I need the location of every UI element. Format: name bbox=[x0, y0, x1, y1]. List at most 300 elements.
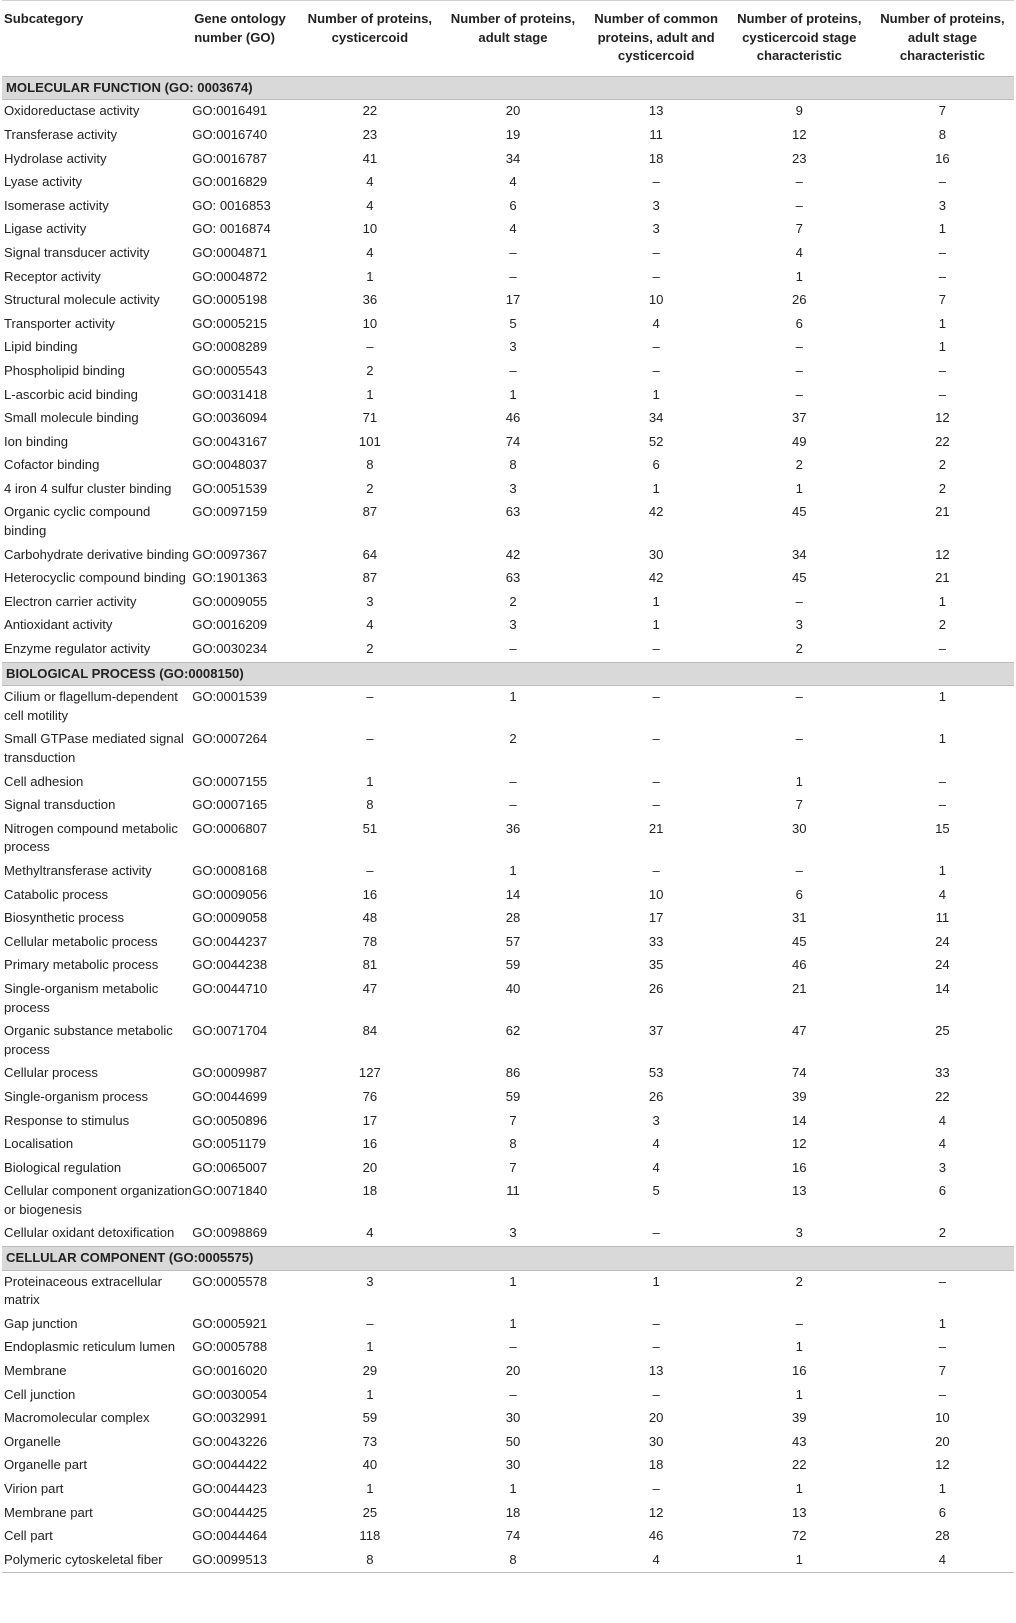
cysticercoid-count: 78 bbox=[362, 933, 378, 949]
subcategory-cell: Biosynthetic process bbox=[4, 910, 125, 926]
adult-characteristic-count: 1 bbox=[938, 1481, 947, 1496]
common-count: – bbox=[652, 268, 660, 284]
go-number-cell: GO:0009987 bbox=[192, 1065, 268, 1081]
common-count: 20 bbox=[648, 1410, 664, 1426]
go-number-cell: GO:0030234 bbox=[192, 641, 268, 657]
section-header bbox=[2, 76, 1014, 100]
adult-count: 1 bbox=[509, 1273, 517, 1289]
common-count: 13 bbox=[648, 103, 664, 119]
table-row bbox=[2, 501, 1014, 543]
common-count: – bbox=[652, 1386, 660, 1402]
cysticercoid-count: 81 bbox=[362, 957, 378, 973]
cysticercoid-characteristic-count: 31 bbox=[791, 910, 807, 926]
header-adult-characteristic: Number of proteins, adult stage characteristic bbox=[871, 1, 1014, 77]
table-row bbox=[2, 686, 1014, 729]
table-row bbox=[2, 171, 1014, 195]
cysticercoid-characteristic-count: 6 bbox=[795, 886, 803, 902]
table-row bbox=[2, 478, 1014, 502]
cysticercoid-characteristic-count: 14 bbox=[791, 1112, 807, 1128]
subcategory-cell: Ion binding bbox=[4, 433, 69, 449]
subcategory-cell: Ligase activity bbox=[4, 221, 87, 237]
subcategory-cell: Methyltransferase activity bbox=[4, 862, 152, 878]
table-row bbox=[2, 1270, 1014, 1313]
subcategory-cell: Cell junction bbox=[4, 1386, 76, 1402]
common-count: 17 bbox=[648, 910, 664, 926]
subcategory-cell: Cilium or flagellum-dependent cell motility bbox=[4, 689, 178, 723]
adult-count: 3 bbox=[509, 1225, 517, 1241]
adult-count: 14 bbox=[505, 886, 521, 902]
subcategory-cell: Cellular process bbox=[4, 1065, 98, 1081]
cysticercoid-characteristic-count: 13 bbox=[791, 1504, 807, 1520]
go-number-cell: GO:0007155 bbox=[192, 773, 268, 789]
adult-count: 74 bbox=[505, 1528, 521, 1544]
cysticercoid-characteristic-count: 30 bbox=[791, 820, 807, 836]
cysticercoid-count: 41 bbox=[362, 150, 378, 166]
cysticercoid-count: 1 bbox=[366, 1339, 374, 1355]
subcategory-cell: Lipid binding bbox=[4, 339, 78, 355]
go-number-cell: GO:0044422 bbox=[192, 1457, 268, 1473]
cysticercoid-characteristic-count: 45 bbox=[791, 504, 807, 520]
common-count: 18 bbox=[648, 1457, 664, 1473]
common-count: – bbox=[652, 773, 660, 789]
header-go-number: Gene ontology number (GO) bbox=[192, 1, 298, 77]
header-adult: Number of proteins, adult stage bbox=[441, 1, 584, 77]
adult-characteristic-count: – bbox=[938, 362, 947, 378]
adult-count: 3 bbox=[509, 617, 517, 633]
cysticercoid-characteristic-count: 1 bbox=[795, 268, 803, 284]
go-number-cell: GO:0097367 bbox=[192, 546, 268, 562]
subcategory-cell: Response to stimulus bbox=[4, 1112, 130, 1128]
adult-characteristic-count: 21 bbox=[935, 570, 950, 586]
table-row bbox=[2, 860, 1014, 884]
cysticercoid-count: 8 bbox=[366, 797, 374, 813]
cysticercoid-characteristic-count: – bbox=[795, 593, 803, 609]
subcategory-cell: Carbohydrate derivative binding bbox=[4, 546, 189, 562]
cysticercoid-count: 127 bbox=[358, 1065, 381, 1081]
go-number-cell: GO:0005543 bbox=[192, 362, 268, 378]
adult-count: 50 bbox=[505, 1433, 521, 1449]
adult-characteristic-count: – bbox=[938, 641, 947, 657]
adult-characteristic-count: – bbox=[938, 773, 947, 789]
adult-characteristic-count: 3 bbox=[938, 1159, 947, 1175]
common-count: – bbox=[652, 689, 660, 705]
cysticercoid-characteristic-count: 2 bbox=[795, 641, 803, 657]
adult-count: 20 bbox=[505, 1363, 521, 1379]
cysticercoid-characteristic-count: 12 bbox=[791, 1136, 807, 1152]
cysticercoid-characteristic-count: 72 bbox=[791, 1528, 807, 1544]
header-subcategory: Subcategory bbox=[2, 1, 192, 77]
table-row bbox=[2, 907, 1014, 931]
common-count: – bbox=[652, 797, 660, 813]
adult-characteristic-count: 2 bbox=[938, 480, 947, 496]
subcategory-cell: Signal transducer activity bbox=[4, 244, 150, 260]
go-number-cell: GO:0001539 bbox=[192, 689, 268, 705]
adult-characteristic-count: 7 bbox=[938, 292, 947, 308]
go-number-cell: GO:0016491 bbox=[192, 103, 268, 119]
common-count: – bbox=[652, 641, 660, 657]
table-row bbox=[2, 544, 1014, 568]
cysticercoid-count: 1 bbox=[366, 773, 374, 789]
adult-count: – bbox=[509, 641, 517, 657]
go-number-cell: GO:0009058 bbox=[192, 910, 268, 926]
subcategory-cell: Receptor activity bbox=[4, 268, 101, 284]
adult-count: – bbox=[509, 1386, 517, 1402]
cysticercoid-characteristic-count: 1 bbox=[795, 1481, 803, 1496]
section-title: MOLECULAR FUNCTION (GO: 0003674) bbox=[2, 76, 1014, 100]
subcategory-cell: Heterocyclic compound binding bbox=[4, 570, 186, 586]
adult-characteristic-count: 7 bbox=[938, 1363, 947, 1379]
common-count: 1 bbox=[652, 386, 660, 402]
cysticercoid-count: 2 bbox=[366, 480, 374, 496]
common-count: – bbox=[652, 1225, 660, 1241]
common-count: 3 bbox=[652, 221, 660, 237]
subcategory-cell: Virion part bbox=[4, 1481, 64, 1496]
adult-characteristic-count: – bbox=[938, 244, 947, 260]
cysticercoid-characteristic-count: 2 bbox=[795, 1273, 803, 1289]
cysticercoid-count: 2 bbox=[366, 362, 374, 378]
common-count: 10 bbox=[648, 886, 664, 902]
table-row bbox=[2, 1222, 1014, 1246]
subcategory-cell: Cellular component organization or biogenesis bbox=[4, 1183, 192, 1217]
adult-characteristic-count: 1 bbox=[938, 221, 947, 237]
cysticercoid-count: 48 bbox=[362, 910, 378, 926]
subcategory-cell: Cellular oxidant detoxification bbox=[4, 1225, 175, 1241]
adult-characteristic-count: 33 bbox=[935, 1065, 950, 1081]
go-number-cell: GO:1901363 bbox=[192, 570, 268, 586]
subcategory-cell: Organic cyclic compound binding bbox=[4, 504, 151, 539]
cysticercoid-characteristic-count: 7 bbox=[795, 221, 803, 237]
subcategory-cell: Structural molecule activity bbox=[4, 292, 160, 308]
go-number-cell: GO:0071840 bbox=[192, 1183, 268, 1199]
cysticercoid-count: 8 bbox=[366, 457, 374, 473]
go-number-cell: GO: 0016874 bbox=[192, 221, 271, 237]
cysticercoid-characteristic-count: 1 bbox=[795, 773, 803, 789]
cysticercoid-characteristic-count: 74 bbox=[791, 1065, 807, 1081]
common-count: 34 bbox=[648, 410, 664, 426]
subcategory-cell: Isomerase activity bbox=[4, 197, 109, 213]
table-row bbox=[2, 567, 1014, 591]
adult-count: 8 bbox=[509, 457, 517, 473]
common-count: 35 bbox=[648, 957, 664, 973]
cysticercoid-characteristic-count: 16 bbox=[791, 1363, 807, 1379]
go-number-cell: GO:0005578 bbox=[192, 1273, 268, 1289]
adult-characteristic-count: 4 bbox=[938, 1112, 947, 1128]
go-number-cell: GO:0008289 bbox=[192, 339, 268, 355]
subcategory-cell: Enzyme regulator activity bbox=[4, 641, 151, 657]
common-count: – bbox=[652, 174, 660, 190]
go-number-cell: GO:0006807 bbox=[192, 820, 268, 836]
adult-count: – bbox=[509, 362, 517, 378]
cysticercoid-characteristic-count: – bbox=[795, 197, 803, 213]
cysticercoid-characteristic-count: 26 bbox=[791, 292, 807, 308]
cysticercoid-count: 16 bbox=[362, 886, 378, 902]
go-number-cell: GO:0032991 bbox=[192, 1410, 268, 1426]
adult-count: 62 bbox=[505, 1023, 521, 1039]
table-row bbox=[2, 1478, 1014, 1502]
go-number-cell: GO:0097159 bbox=[192, 504, 268, 520]
adult-characteristic-count: – bbox=[938, 386, 947, 402]
adult-count: 30 bbox=[505, 1410, 521, 1426]
cysticercoid-count: – bbox=[366, 731, 374, 747]
cysticercoid-count: 51 bbox=[362, 820, 378, 836]
table-row bbox=[2, 1180, 1014, 1222]
adult-count: 86 bbox=[505, 1065, 521, 1081]
adult-characteristic-count: 1 bbox=[938, 862, 947, 878]
common-count: 46 bbox=[648, 1528, 664, 1544]
table-row bbox=[2, 931, 1014, 955]
go-number-cell: GO:0044425 bbox=[192, 1504, 268, 1520]
adult-characteristic-count: 1 bbox=[938, 593, 947, 609]
adult-count: 36 bbox=[505, 820, 521, 836]
common-count: 42 bbox=[648, 570, 664, 586]
common-count: 1 bbox=[652, 593, 660, 609]
adult-characteristic-count: – bbox=[938, 268, 947, 284]
go-number-cell: GO:0036094 bbox=[192, 410, 268, 426]
table-row bbox=[2, 1020, 1014, 1062]
table-row bbox=[2, 638, 1014, 662]
cysticercoid-characteristic-count: 1 bbox=[795, 480, 803, 496]
cysticercoid-count: 2 bbox=[366, 641, 374, 657]
table-row bbox=[2, 1360, 1014, 1384]
adult-characteristic-count: 4 bbox=[938, 886, 947, 902]
adult-characteristic-count: 7 bbox=[938, 103, 947, 119]
header-common: Number of common proteins, adult and cysticercoid bbox=[585, 1, 728, 77]
cysticercoid-count: – bbox=[366, 862, 374, 878]
table-row bbox=[2, 771, 1014, 795]
table-row bbox=[2, 884, 1014, 908]
table-row bbox=[2, 1133, 1014, 1157]
common-count: – bbox=[652, 339, 660, 355]
table-row bbox=[2, 431, 1014, 455]
go-number-cell: GO:0004872 bbox=[192, 268, 268, 284]
table-row bbox=[2, 818, 1014, 860]
table-row bbox=[2, 1157, 1014, 1181]
common-count: 1 bbox=[652, 617, 660, 633]
adult-count: 28 bbox=[505, 910, 521, 926]
adult-characteristic-count: – bbox=[938, 1386, 947, 1402]
cysticercoid-characteristic-count: 6 bbox=[795, 315, 803, 331]
go-number-cell: GO:0009055 bbox=[192, 593, 268, 609]
cysticercoid-characteristic-count: 45 bbox=[791, 570, 807, 586]
go-number-cell: GO:0044237 bbox=[192, 933, 268, 949]
subcategory-cell: Membrane bbox=[4, 1363, 67, 1379]
common-count: – bbox=[652, 731, 660, 747]
table-row bbox=[2, 1313, 1014, 1337]
subcategory-cell: Nitrogen compound metabolic process bbox=[4, 820, 178, 855]
go-number-cell: GO:0016829 bbox=[192, 174, 268, 190]
adult-count: 1 bbox=[509, 386, 517, 402]
subcategory-cell: Membrane part bbox=[4, 1504, 93, 1520]
adult-count: 40 bbox=[505, 980, 521, 996]
cysticercoid-count: 1 bbox=[366, 386, 374, 402]
adult-count: 63 bbox=[505, 570, 521, 586]
adult-count: – bbox=[509, 797, 517, 813]
adult-characteristic-count: 24 bbox=[935, 933, 950, 949]
common-count: 6 bbox=[652, 457, 660, 473]
common-count: 5 bbox=[652, 1183, 660, 1199]
table-row bbox=[2, 1336, 1014, 1360]
subcategory-cell: Single-organism metabolic process bbox=[4, 980, 159, 1015]
common-count: 1 bbox=[652, 480, 660, 496]
go-number-cell: GO:0007264 bbox=[192, 731, 268, 747]
cysticercoid-characteristic-count: – bbox=[795, 862, 803, 878]
cysticercoid-characteristic-count: – bbox=[795, 386, 803, 402]
cysticercoid-characteristic-count: 7 bbox=[795, 797, 803, 813]
cysticercoid-characteristic-count: – bbox=[795, 731, 803, 747]
go-number-cell: GO:0031418 bbox=[192, 386, 268, 402]
go-number-cell: GO: 0016853 bbox=[192, 197, 271, 213]
cysticercoid-count: 59 bbox=[362, 1410, 378, 1426]
go-number-cell: GO:0008168 bbox=[192, 862, 268, 878]
adult-count: 63 bbox=[505, 504, 521, 520]
cysticercoid-characteristic-count: 16 bbox=[791, 1159, 807, 1175]
go-number-cell: GO:0004871 bbox=[192, 244, 268, 260]
adult-characteristic-count: 1 bbox=[938, 315, 947, 331]
common-count: 18 bbox=[648, 150, 664, 166]
adult-count: 18 bbox=[505, 1504, 521, 1520]
adult-count: 19 bbox=[505, 126, 521, 142]
subcategory-cell: Cofactor binding bbox=[4, 457, 100, 473]
cysticercoid-count: 3 bbox=[366, 593, 374, 609]
go-number-cell: GO:0051539 bbox=[192, 480, 268, 496]
adult-count: 7 bbox=[509, 1159, 517, 1175]
table-row bbox=[2, 978, 1014, 1020]
common-count: – bbox=[652, 1315, 660, 1331]
table-row bbox=[2, 384, 1014, 408]
cysticercoid-count: 87 bbox=[362, 570, 378, 586]
section-title: CELLULAR COMPONENT (GO:0005575) bbox=[2, 1247, 1014, 1271]
table-row bbox=[2, 266, 1014, 290]
table-header bbox=[2, 1, 1014, 77]
common-count: 42 bbox=[648, 504, 664, 520]
cysticercoid-characteristic-count: 23 bbox=[791, 150, 807, 166]
adult-characteristic-count: 21 bbox=[935, 504, 950, 520]
common-count: 4 bbox=[652, 1159, 660, 1175]
table-row bbox=[2, 454, 1014, 478]
cysticercoid-count: 22 bbox=[362, 103, 378, 119]
subcategory-cell: Cell part bbox=[4, 1528, 53, 1544]
table-row bbox=[2, 1454, 1014, 1478]
cysticercoid-count: 73 bbox=[362, 1433, 378, 1449]
subcategory-cell: Biological regulation bbox=[4, 1159, 122, 1175]
adult-characteristic-count: 1 bbox=[938, 689, 947, 705]
common-count: 10 bbox=[648, 292, 664, 308]
common-count: 3 bbox=[652, 197, 660, 213]
cysticercoid-count: – bbox=[366, 339, 374, 355]
adult-count: 4 bbox=[509, 174, 517, 190]
subcategory-cell: Localisation bbox=[4, 1136, 74, 1152]
adult-characteristic-count: 28 bbox=[935, 1528, 950, 1544]
cysticercoid-characteristic-count: 22 bbox=[791, 1457, 807, 1473]
common-count: 30 bbox=[648, 1433, 664, 1449]
table-row bbox=[2, 1086, 1014, 1110]
cysticercoid-characteristic-count: 37 bbox=[791, 410, 807, 426]
subcategory-cell: Phospholipid binding bbox=[4, 362, 125, 378]
cysticercoid-count: 1 bbox=[366, 1481, 374, 1496]
subcategory-cell: Catabolic process bbox=[4, 886, 109, 902]
go-number-cell: GO:0016020 bbox=[192, 1363, 268, 1379]
common-count: 1 bbox=[652, 1273, 660, 1289]
subcategory-cell: Transferase activity bbox=[4, 126, 118, 142]
go-number-cell: GO:0044464 bbox=[192, 1528, 268, 1544]
adult-count: 59 bbox=[505, 957, 521, 973]
adult-count: 34 bbox=[505, 150, 521, 166]
subcategory-cell: Endoplasmic reticulum lumen bbox=[4, 1339, 176, 1355]
table-row bbox=[2, 195, 1014, 219]
cysticercoid-count: 10 bbox=[362, 315, 378, 331]
go-number-cell: GO:0005198 bbox=[192, 292, 268, 308]
cysticercoid-count: – bbox=[366, 1315, 374, 1331]
cysticercoid-characteristic-count: 47 bbox=[791, 1023, 807, 1039]
adult-count: 2 bbox=[509, 593, 517, 609]
go-number-cell: GO:0043226 bbox=[192, 1433, 268, 1449]
go-number-cell: GO:0005215 bbox=[192, 315, 268, 331]
table-row bbox=[2, 1110, 1014, 1134]
cysticercoid-count: 118 bbox=[359, 1528, 381, 1544]
common-count: 12 bbox=[648, 1504, 664, 1520]
adult-count: – bbox=[509, 773, 517, 789]
go-number-cell: GO:0016209 bbox=[192, 617, 268, 633]
cysticercoid-count: – bbox=[366, 689, 374, 705]
go-number-cell: GO:0099513 bbox=[192, 1549, 298, 1573]
go-number-cell: GO:0044699 bbox=[192, 1088, 268, 1104]
common-count: – bbox=[652, 1481, 660, 1496]
adult-count: 17 bbox=[505, 292, 521, 308]
cysticercoid-count: 16 bbox=[362, 1136, 378, 1152]
subcategory-cell: Electron carrier activity bbox=[4, 593, 137, 609]
common-count: 26 bbox=[648, 1088, 664, 1104]
adult-characteristic-count: 6 bbox=[938, 1183, 947, 1199]
table-row bbox=[2, 336, 1014, 360]
common-count: 33 bbox=[648, 933, 664, 949]
adult-characteristic-count: 22 bbox=[935, 433, 950, 449]
subcategory-cell: Cell adhesion bbox=[4, 773, 84, 789]
common-count: 30 bbox=[648, 546, 664, 562]
go-category-table bbox=[2, 0, 1014, 1573]
cysticercoid-count: 4 bbox=[366, 174, 374, 190]
cysticercoid-characteristic-count: 39 bbox=[791, 1088, 807, 1104]
cysticercoid-characteristic-count: 34 bbox=[791, 546, 807, 562]
cysticercoid-characteristic-count: – bbox=[795, 362, 803, 378]
go-number-cell: GO:0005788 bbox=[192, 1339, 268, 1355]
table-row bbox=[2, 954, 1014, 978]
cysticercoid-characteristic-count: 46 bbox=[791, 957, 807, 973]
adult-count: 1 bbox=[509, 1315, 517, 1331]
common-count: – bbox=[652, 862, 660, 878]
cysticercoid-characteristic-count: 3 bbox=[795, 617, 803, 633]
adult-characteristic-count: 24 bbox=[935, 957, 950, 973]
common-count: – bbox=[652, 362, 660, 378]
go-number-cell: GO:0065007 bbox=[192, 1159, 268, 1175]
adult-count: 3 bbox=[509, 480, 517, 496]
adult-characteristic-count: 10 bbox=[935, 1410, 950, 1426]
cysticercoid-count: 25 bbox=[362, 1504, 378, 1520]
go-number-cell: GO:0030054 bbox=[192, 1386, 268, 1402]
cysticercoid-count: 1 bbox=[366, 1386, 374, 1402]
adult-characteristic-count: 3 bbox=[938, 197, 947, 213]
adult-characteristic-count: 1 bbox=[938, 731, 947, 747]
common-count: 4 bbox=[585, 1549, 728, 1573]
subcategory-cell: Small molecule binding bbox=[4, 410, 139, 426]
adult-count: – bbox=[509, 1339, 517, 1355]
go-number-cell: GO:0044710 bbox=[192, 980, 268, 996]
section-header bbox=[2, 1247, 1014, 1271]
table-row bbox=[2, 148, 1014, 172]
subcategory-cell: Signal transduction bbox=[4, 797, 116, 813]
cysticercoid-count: 23 bbox=[362, 126, 378, 142]
adult-count: 20 bbox=[505, 103, 521, 119]
table-row bbox=[2, 100, 1014, 124]
